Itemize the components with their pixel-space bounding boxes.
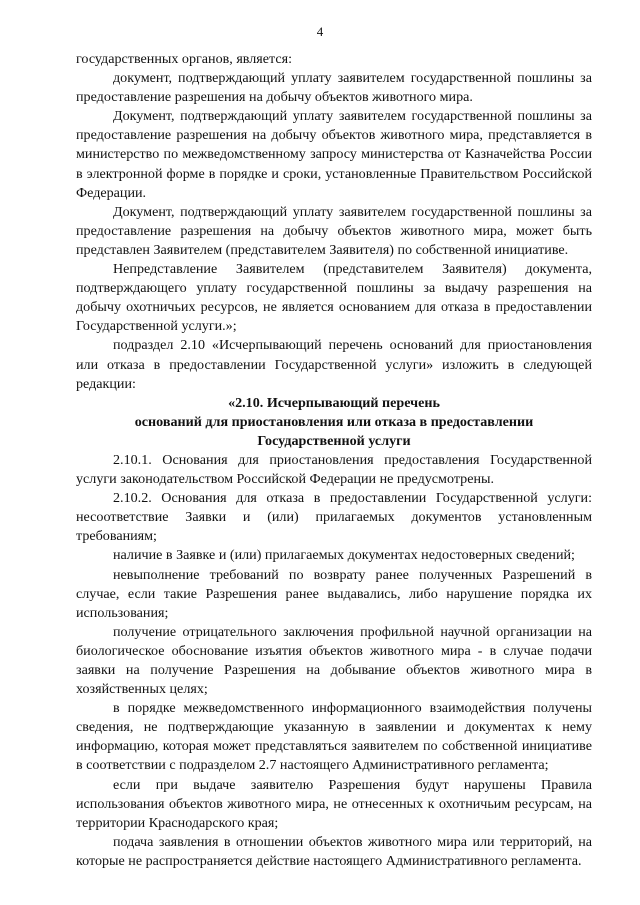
section-after-heading: [76, 451, 592, 871]
paragraph: подраздел 2.10 «Исчерпывающий перечень оснований для приостановления или отказа в предоставлении Государственной услуги» изложить в следующей редакции:: [76, 337, 592, 392]
paragraph: Непредставление Заявителем (представителем Заявителя) документа, подтверждающего уплату государственной пошлины за выдачу разрешения на добычу охотничьих ресурсов, не является основанием для отказа в предоставлении Государственной услуги.»;: [76, 261, 592, 335]
paragraph: Документ, подтверждающий уплату заявителем государственной пошлины за предоставление разрешения на добычу объектов животного мира, представляется в министерство по межведомственному запросу министерства от Казначейства России в электронной форме в порядке и сроки, установленные Правительством Российской Федерации.: [76, 108, 592, 201]
paragraph: 2.10.2. Основания для отказа в предоставлении Государственной услуги: несоответствие Заявки и (или) прилагаемых документов установленным требованиям;: [76, 490, 592, 545]
heading-line: Государственной услуги: [257, 432, 411, 449]
paragraph: если при выдаче заявителю Разрешения будут нарушены Правила использования объектов животного мира, не отнесенных к охотничьим ресурсам, на территории Краснодарского края;: [76, 776, 592, 831]
heading-line: оснований для приостановления или отказа в предоставлении: [134, 413, 534, 430]
paragraph: получение отрицательного заключения профильной научной организации на биологическое обоснование изъятия объектов животного мира - в случае подачи заявки на получение Разрешения на добывание объектов животного мира в хозяйственных целях;: [76, 623, 592, 698]
page-number: 4: [316, 24, 324, 39]
paragraph: в порядке межведомственного информационного взаимодействия получены сведения, не подтверждающие указанную в заявлении и документах к нему информацию, которая может представляться заявителем по собственной инициативе в соответствии с подразделом 2.7 настоящего Административного регламента;: [76, 700, 592, 774]
paragraph: документ, подтверждающий уплату заявителем государственной пошлины за предоставление разрешения на добычу объектов животного мира.: [76, 70, 592, 106]
paragraph: подача заявления в отношении объектов животного мира или территорий, на которые не распространяется действие настоящего Административного регламента.: [76, 833, 592, 869]
paragraph: наличие в Заявке и (или) прилагаемых документах недостоверных сведений;: [113, 547, 575, 564]
paragraph: Документ, подтверждающий уплату заявителем государственной пошлины за предоставление разрешения на добычу объектов животного мира, может быть представлен Заявителем (представителем Заявителя) по собственной инициативе.: [76, 203, 592, 258]
document-body: [76, 50, 592, 871]
paragraph: невыполнение требований по возврату ранее полученных Разрешений в случае, если такие Разрешения ранее выдавались, либо нарушение порядка их использования;: [76, 566, 592, 621]
heading-line: «2.10. Исчерпывающий перечень: [228, 394, 440, 411]
paragraph: государственных органов, является:: [76, 51, 293, 67]
paragraph: 2.10.1. Основания для приостановления предоставления Государственной услуги законодательством Российской Федерации не предусмотрены.: [76, 451, 592, 488]
section-heading: [76, 394, 592, 451]
section-before-heading: [76, 50, 592, 394]
